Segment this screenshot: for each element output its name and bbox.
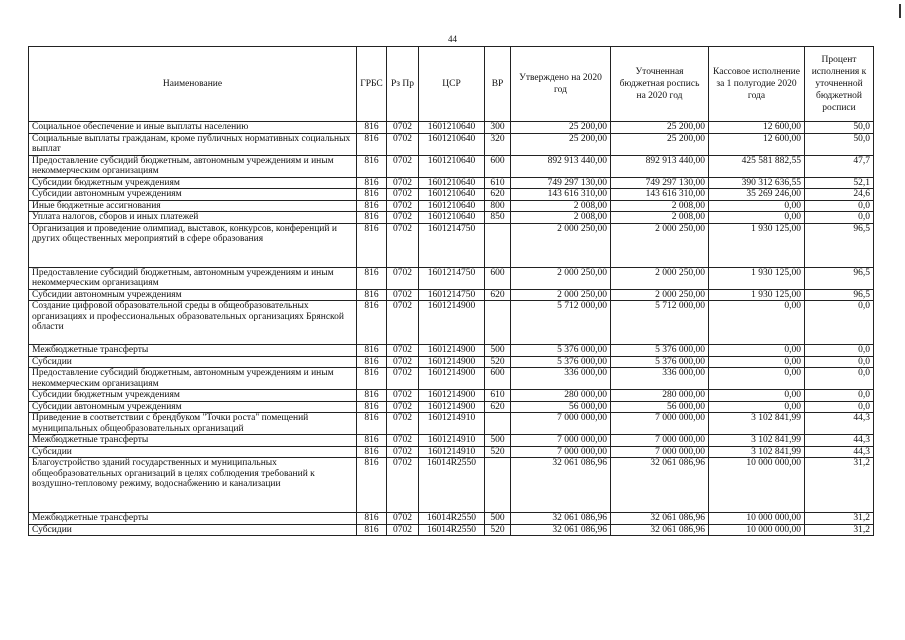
table-row [29, 189, 874, 201]
table-row [29, 435, 874, 447]
row-refined: 2 008,00 [611, 200, 709, 212]
table-header-row [29, 47, 874, 122]
row-vr: 520 [485, 524, 511, 536]
row-name: Предоставление субсидий бюджетным, автономным учреждениям и иным некоммерческим организациям [29, 155, 357, 177]
row-csr: 1601214910 [419, 435, 485, 447]
row-refined: 2 000 250,00 [611, 223, 709, 267]
row-grbs: 816 [357, 368, 387, 390]
table-row [29, 177, 874, 189]
row-refined: 5 376 000,00 [611, 345, 709, 357]
row-csr: 1601210640 [419, 189, 485, 201]
row-refined: 892 913 440,00 [611, 155, 709, 177]
table-body [29, 122, 874, 536]
row-refined: 7 000 000,00 [611, 413, 709, 435]
table-row [29, 301, 874, 345]
header-approved: Утвержденo на 2020 год [511, 47, 611, 122]
row-vr: 850 [485, 212, 511, 224]
row-percent: 52,1 [805, 177, 874, 189]
row-name: Благоустройство зданий государственных и муниципальных общеобразовательных организаций в целях соблюдения требований к воздушно-тепловому режиму, водоснабжению и канализации [29, 458, 357, 513]
row-cash: 10 000 000,00 [709, 524, 805, 536]
row-refined: 7 000 000,00 [611, 435, 709, 447]
table-row [29, 133, 874, 155]
row-rzpr: 0702 [387, 133, 419, 155]
row-csr: 1601214900 [419, 390, 485, 402]
row-name: Социальное обеспечение и иные выплаты населению [29, 122, 357, 134]
row-grbs: 816 [357, 446, 387, 458]
row-cash: 1 930 125,00 [709, 223, 805, 267]
header-csr: ЦСР [419, 47, 485, 122]
row-refined: 2 000 250,00 [611, 289, 709, 301]
row-grbs: 816 [357, 267, 387, 289]
row-percent: 31,2 [805, 458, 874, 513]
row-grbs: 816 [357, 200, 387, 212]
row-approved: 7 000 000,00 [511, 435, 611, 447]
row-approved: 336 000,00 [511, 368, 611, 390]
row-csr: 1601210640 [419, 177, 485, 189]
row-name: Субсидии автономным учреждениям [29, 189, 357, 201]
row-csr: 1601214900 [419, 401, 485, 413]
row-name: Социальные выплаты гражданам, кроме публичных нормативных социальных выплат [29, 133, 357, 155]
row-refined: 5 376 000,00 [611, 356, 709, 368]
row-csr: 16014R2550 [419, 524, 485, 536]
row-vr: 520 [485, 446, 511, 458]
row-vr: 620 [485, 289, 511, 301]
row-rzpr: 0702 [387, 155, 419, 177]
row-name: Создание цифровой образовательной среды в общеобразовательных организациях и профессиональных образовательных организациях Брянской области [29, 301, 357, 345]
row-grbs: 816 [357, 189, 387, 201]
header-name: Наименование [29, 47, 357, 122]
row-grbs: 816 [357, 458, 387, 513]
table-row [29, 289, 874, 301]
table-row [29, 122, 874, 134]
row-percent: 44,3 [805, 435, 874, 447]
page-number: 44 [448, 34, 457, 44]
row-cash: 390 312 636,55 [709, 177, 805, 189]
row-name: Межбюджетные трансферты [29, 435, 357, 447]
row-refined: 2 008,00 [611, 212, 709, 224]
row-csr: 1601214900 [419, 356, 485, 368]
row-vr: 520 [485, 356, 511, 368]
row-name: Субсидии [29, 446, 357, 458]
row-approved: 32 061 086,96 [511, 524, 611, 536]
row-vr: 610 [485, 177, 511, 189]
row-refined: 749 297 130,00 [611, 177, 709, 189]
row-refined: 336 000,00 [611, 368, 709, 390]
row-cash: 425 581 882,55 [709, 155, 805, 177]
row-csr: 1601214910 [419, 446, 485, 458]
row-vr: 600 [485, 155, 511, 177]
header-cash: Кассовое исполнение за 1 полугодие 2020 года [709, 47, 805, 122]
row-approved: 2 008,00 [511, 212, 611, 224]
row-percent: 96,5 [805, 267, 874, 289]
row-grbs: 816 [357, 345, 387, 357]
row-rzpr: 0702 [387, 390, 419, 402]
row-csr: 1601214900 [419, 345, 485, 357]
row-name: Организация и проведение олимпиад, выставок, конкурсов, конференций и других общественных мероприятий в сфере образования [29, 223, 357, 267]
row-cash: 12 600,00 [709, 133, 805, 155]
row-vr: 500 [485, 345, 511, 357]
row-refined: 56 000,00 [611, 401, 709, 413]
row-grbs: 816 [357, 413, 387, 435]
row-grbs: 816 [357, 301, 387, 345]
row-approved: 56 000,00 [511, 401, 611, 413]
row-cash: 1 930 125,00 [709, 289, 805, 301]
row-refined: 2 000 250,00 [611, 267, 709, 289]
row-percent: 0,0 [805, 301, 874, 345]
table-row [29, 155, 874, 177]
row-approved: 5 376 000,00 [511, 345, 611, 357]
row-cash: 0,00 [709, 212, 805, 224]
row-cash: 0,00 [709, 345, 805, 357]
row-percent: 44,3 [805, 446, 874, 458]
row-name: Субсидии [29, 524, 357, 536]
row-percent: 0,0 [805, 401, 874, 413]
row-grbs: 816 [357, 212, 387, 224]
row-refined: 280 000,00 [611, 390, 709, 402]
row-grbs: 816 [357, 513, 387, 525]
row-csr: 1601214750 [419, 267, 485, 289]
row-approved: 25 200,00 [511, 133, 611, 155]
row-vr: 500 [485, 435, 511, 447]
row-percent: 44,3 [805, 413, 874, 435]
row-vr [485, 458, 511, 513]
row-refined: 32 061 086,96 [611, 458, 709, 513]
row-csr: 1601210640 [419, 212, 485, 224]
row-rzpr: 0702 [387, 200, 419, 212]
row-grbs: 816 [357, 524, 387, 536]
row-name: Межбюджетные трансферты [29, 345, 357, 357]
row-grbs: 816 [357, 177, 387, 189]
row-approved: 749 297 130,00 [511, 177, 611, 189]
row-approved: 7 000 000,00 [511, 413, 611, 435]
table-row [29, 345, 874, 357]
row-grbs: 816 [357, 122, 387, 134]
table-row [29, 368, 874, 390]
row-name: Уплата налогов, сборов и иных платежей [29, 212, 357, 224]
row-cash: 12 600,00 [709, 122, 805, 134]
row-rzpr: 0702 [387, 301, 419, 345]
row-vr: 620 [485, 401, 511, 413]
row-rzpr: 0702 [387, 122, 419, 134]
row-percent: 0,0 [805, 390, 874, 402]
row-rzpr: 0702 [387, 524, 419, 536]
row-name: Субсидии [29, 356, 357, 368]
header-grbs: ГРБС [357, 47, 387, 122]
row-rzpr: 0702 [387, 189, 419, 201]
row-approved: 7 000 000,00 [511, 446, 611, 458]
row-rzpr: 0702 [387, 401, 419, 413]
row-cash: 1 930 125,00 [709, 267, 805, 289]
row-percent: 0,0 [805, 368, 874, 390]
row-name: Субсидии бюджетным учреждениям [29, 177, 357, 189]
row-approved: 32 061 086,96 [511, 458, 611, 513]
row-grbs: 816 [357, 390, 387, 402]
row-approved: 2 008,00 [511, 200, 611, 212]
table-row [29, 401, 874, 413]
row-rzpr: 0702 [387, 446, 419, 458]
row-name: Субсидии автономным учреждениям [29, 289, 357, 301]
row-cash: 0,00 [709, 390, 805, 402]
row-csr: 16014R2550 [419, 513, 485, 525]
row-refined: 5 712 000,00 [611, 301, 709, 345]
row-rzpr: 0702 [387, 223, 419, 267]
row-percent: 0,0 [805, 200, 874, 212]
table-row [29, 390, 874, 402]
row-rzpr: 0702 [387, 267, 419, 289]
row-approved: 2 000 250,00 [511, 267, 611, 289]
row-grbs: 816 [357, 289, 387, 301]
table-row [29, 458, 874, 513]
row-csr: 1601210640 [419, 200, 485, 212]
row-refined: 32 061 086,96 [611, 513, 709, 525]
row-name: Предоставление субсидий бюджетным, автономным учреждениям и иным некоммерческим организациям [29, 267, 357, 289]
row-cash: 0,00 [709, 368, 805, 390]
row-rzpr: 0702 [387, 458, 419, 513]
row-rzpr: 0702 [387, 368, 419, 390]
row-grbs: 816 [357, 223, 387, 267]
table-row [29, 524, 874, 536]
row-cash: 10 000 000,00 [709, 458, 805, 513]
row-vr [485, 301, 511, 345]
row-percent: 0,0 [805, 212, 874, 224]
row-percent: 0,0 [805, 345, 874, 357]
row-vr: 600 [485, 267, 511, 289]
row-approved: 32 061 086,96 [511, 513, 611, 525]
row-grbs: 816 [357, 401, 387, 413]
row-name: Межбюджетные трансферты [29, 513, 357, 525]
table-row [29, 200, 874, 212]
row-vr: 300 [485, 122, 511, 134]
row-csr: 1601210640 [419, 122, 485, 134]
row-vr: 620 [485, 189, 511, 201]
row-cash: 0,00 [709, 200, 805, 212]
row-csr: 1601210640 [419, 155, 485, 177]
row-rzpr: 0702 [387, 212, 419, 224]
row-rzpr: 0702 [387, 345, 419, 357]
row-cash: 3 102 841,99 [709, 435, 805, 447]
row-refined: 32 061 086,96 [611, 524, 709, 536]
row-percent: 47,7 [805, 155, 874, 177]
budget-execution-table [28, 46, 874, 536]
row-vr: 500 [485, 513, 511, 525]
row-csr: 1601214910 [419, 413, 485, 435]
row-name: Субсидии автономным учреждениям [29, 401, 357, 413]
row-percent: 96,5 [805, 289, 874, 301]
row-csr: 1601214750 [419, 223, 485, 267]
row-csr: 1601214900 [419, 368, 485, 390]
header-rzpr: Рз Пр [387, 47, 419, 122]
row-rzpr: 0702 [387, 413, 419, 435]
row-percent: 50,0 [805, 133, 874, 155]
table-row [29, 513, 874, 525]
table-row [29, 212, 874, 224]
row-name: Приведение в соответствии с брендбуком "Точки роста" помещений муниципальных общеобразовательных организаций [29, 413, 357, 435]
table-row [29, 223, 874, 267]
row-cash: 0,00 [709, 401, 805, 413]
row-cash: 10 000 000,00 [709, 513, 805, 525]
table-row [29, 413, 874, 435]
row-percent: 0,0 [805, 356, 874, 368]
row-vr: 600 [485, 368, 511, 390]
table-row [29, 446, 874, 458]
header-vr: ВР [485, 47, 511, 122]
row-cash: 3 102 841,99 [709, 413, 805, 435]
row-name: Иные бюджетные ассигнования [29, 200, 357, 212]
row-rzpr: 0702 [387, 177, 419, 189]
row-vr [485, 223, 511, 267]
row-approved: 143 616 310,00 [511, 189, 611, 201]
row-cash: 35 269 246,00 [709, 189, 805, 201]
row-rzpr: 0702 [387, 435, 419, 447]
header-percent: Процент исполнения к уточненной бюджетной росписи [805, 47, 874, 122]
row-csr: 16014R2550 [419, 458, 485, 513]
row-vr: 800 [485, 200, 511, 212]
row-rzpr: 0702 [387, 513, 419, 525]
row-approved: 25 200,00 [511, 122, 611, 134]
row-grbs: 816 [357, 133, 387, 155]
row-approved: 280 000,00 [511, 390, 611, 402]
row-percent: 31,2 [805, 524, 874, 536]
row-approved: 2 000 250,00 [511, 223, 611, 267]
row-refined: 25 200,00 [611, 122, 709, 134]
row-csr: 1601210640 [419, 133, 485, 155]
table-row [29, 356, 874, 368]
row-name: Субсидии бюджетным учреждениям [29, 390, 357, 402]
table-row [29, 267, 874, 289]
row-grbs: 816 [357, 356, 387, 368]
row-rzpr: 0702 [387, 356, 419, 368]
row-vr [485, 413, 511, 435]
row-percent: 31,2 [805, 513, 874, 525]
row-refined: 7 000 000,00 [611, 446, 709, 458]
row-csr: 1601214750 [419, 289, 485, 301]
row-vr: 320 [485, 133, 511, 155]
row-name: Предоставление субсидий бюджетным, автономным учреждениям и иным некоммерческим организациям [29, 368, 357, 390]
row-approved: 892 913 440,00 [511, 155, 611, 177]
header-refined: Уточненная бюджетная роспись на 2020 год [611, 47, 709, 122]
row-grbs: 816 [357, 155, 387, 177]
row-cash: 3 102 841,99 [709, 446, 805, 458]
row-rzpr: 0702 [387, 289, 419, 301]
row-cash: 0,00 [709, 301, 805, 345]
scan-edge-mark [899, 4, 901, 18]
row-cash: 0,00 [709, 356, 805, 368]
row-csr: 1601214900 [419, 301, 485, 345]
row-approved: 5 376 000,00 [511, 356, 611, 368]
row-approved: 5 712 000,00 [511, 301, 611, 345]
row-percent: 50,0 [805, 122, 874, 134]
row-percent: 24,6 [805, 189, 874, 201]
row-approved: 2 000 250,00 [511, 289, 611, 301]
row-grbs: 816 [357, 435, 387, 447]
row-percent: 96,5 [805, 223, 874, 267]
row-refined: 25 200,00 [611, 133, 709, 155]
row-refined: 143 616 310,00 [611, 189, 709, 201]
row-vr: 610 [485, 390, 511, 402]
